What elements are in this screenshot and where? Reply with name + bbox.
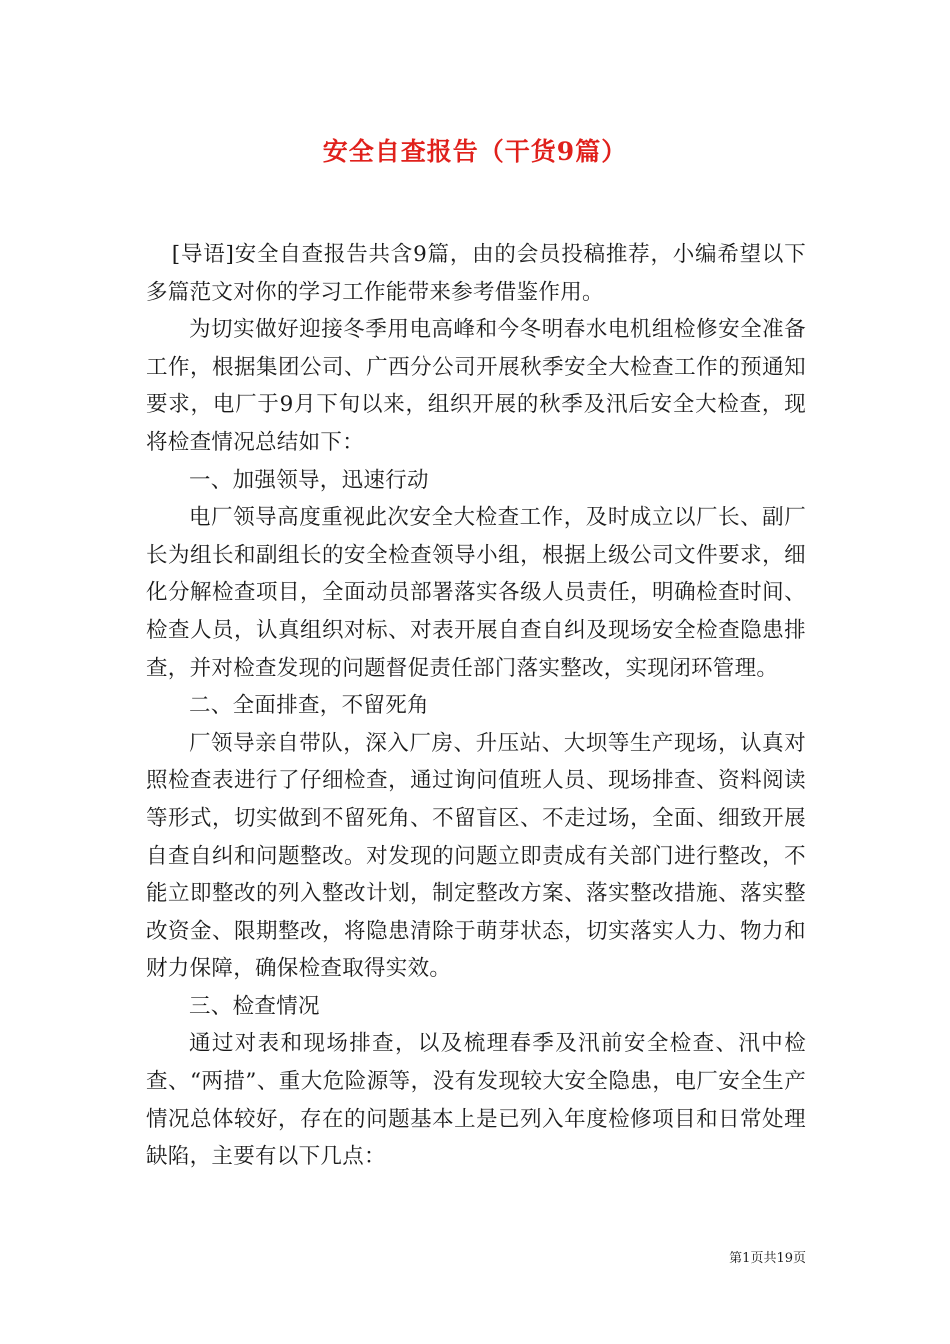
section-heading: 二、全面排查，不留死角 bbox=[189, 693, 429, 719]
document-body bbox=[146, 236, 806, 1176]
intro-paragraph: [导语]安全自查报告共含9篇，由的会员投稿推荐，小编希望以下多篇范文对你的学习工作能带来参考借鉴作用。 bbox=[146, 242, 806, 305]
section-heading: 三、检查情况 bbox=[189, 993, 320, 1019]
document-title: 安全自查报告（干货9篇） bbox=[322, 137, 628, 166]
page-number: 第1页共19页 bbox=[729, 1251, 806, 1266]
body-paragraph: 通过对表和现场排查，以及梳理春季及汛前安全检查、汛中检查、“两措”、重大危险源等，没有发现较大安全隐患，电厂安全生产情况总体较好，存在的问题基本上是已列入年度检修项目和日常处理缺陷，主要有以下几点： bbox=[146, 1031, 806, 1170]
body-paragraph: 电厂领导高度重视此次安全大检查工作，及时成立以厂长、副厂长为组长和副组长的安全检查领导小组，根据上级公司文件要求，细化分解检查项目，全面动员部署落实各级人员责任，明确检查时间、检查人员，认真组织对标、对表开展自查自纠及现场安全检查隐患排查，并对检查发现的问题督促责任部门落实整改，实现闭环管理。 bbox=[146, 505, 806, 681]
body-paragraph: 为切实做好迎接冬季用电高峰和今冬明春水电机组检修安全准备工作，根据集团公司、广西分公司开展秋季安全大检查工作的预通知要求，电厂于9月下旬以来，组织开展的秋季及汛后安全大检查，现将检查情况总结如下： bbox=[146, 317, 806, 455]
section-heading: 一、加强领导，迅速行动 bbox=[189, 467, 429, 493]
body-paragraph: 厂领导亲自带队，深入厂房、升压站、大坝等生产现场，认真对照检查表进行了仔细检查，通过询问值班人员、现场排查、资料阅读等形式，切实做到不留死角、不留盲区、不走过场，全面、细致开展自查自纠和问题整改。对发现的问题立即责成有关部门进行整改，不能立即整改的列入整改计划，制定整改方案、落实整改措施、落实整改资金、限期整改，将隐患清除于萌芽状态，切实落实人力、物力和财力保障，确保检查取得实效。 bbox=[146, 730, 806, 982]
